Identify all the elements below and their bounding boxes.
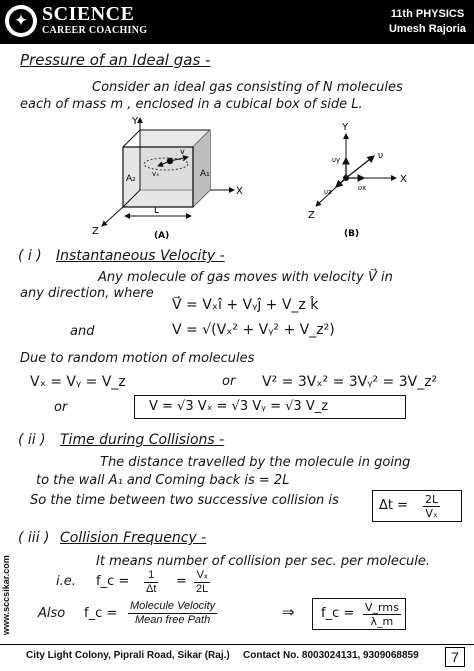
section3-number: ( iii ) <box>18 530 50 546</box>
fig-b-velocity-vector <box>346 156 374 178</box>
boxed-time-fraction <box>423 493 440 520</box>
side-length-label: L <box>154 206 160 216</box>
boxed-time-den: Vₓ <box>425 507 438 520</box>
boxed-frequency <box>312 598 406 630</box>
boxed-rms-relation <box>134 395 406 419</box>
logo-star-icon: ✦ <box>13 11 29 31</box>
brand-tagline: CAREER COACHING <box>42 25 148 36</box>
fc-frac2-den: 2L <box>196 583 209 595</box>
fc-fraction-3 <box>128 600 217 627</box>
fig-b-vy-label: υy <box>332 156 341 164</box>
footer-address: City Light Colony, Piprali Road, Sikar (Raj.) <box>26 650 230 661</box>
header-info <box>389 7 466 37</box>
section1-line-1: Any molecule of gas moves with velocity V⃗ in <box>98 270 393 285</box>
section1-number: ( i ) <box>18 248 42 264</box>
brand-name: SCIENCE <box>42 3 135 25</box>
fc-lhs: f_c = <box>96 574 130 589</box>
also-word: Also <box>38 606 66 621</box>
section1-line-3: Due to random motion of molecules <box>20 351 255 366</box>
fig-a-z-axis <box>102 207 123 226</box>
velocity-magnitude-equation: V = √(Vₓ² + Vᵧ² + V_z²) <box>172 322 335 338</box>
fig-b-v-label: υ <box>378 151 384 161</box>
boxed-freq-den: λ_m <box>370 615 394 628</box>
fig-a-z-label: Z <box>92 226 99 237</box>
intro-line-1: Consider an ideal gas consisting of N molecules <box>92 80 403 95</box>
fig-b-y-label: Y <box>342 122 349 133</box>
boxed-time-num: 2L <box>425 493 439 506</box>
fig-b-vz-label: υz <box>324 188 332 196</box>
section3-line-1: It means number of collision per sec. per molecule. <box>96 554 431 569</box>
boxed-freq-fraction <box>363 601 401 628</box>
footer-contact: Contact No. 8003024131, 9309068859 <box>243 650 419 661</box>
logo-emblem <box>5 5 37 37</box>
figure-a-box <box>88 112 248 240</box>
velocity-vx-label: vₓ <box>152 170 160 178</box>
fig-b-x-label: X <box>400 174 407 185</box>
class-subject: 11th PHYSICS <box>390 8 465 20</box>
page-footer <box>0 644 474 671</box>
website-url: www.sccsikar.com <box>1 555 11 635</box>
section3-heading: Collision Frequency - <box>60 530 207 546</box>
or-word-2: or <box>54 400 68 415</box>
intro-line-2: each of mass m , enclosed in a cubical box of side L. <box>20 97 363 112</box>
section2-heading: Time during Collisions - <box>60 432 225 448</box>
boxed-rms-text: V = √3 Vₓ = √3 Vᵧ = √3 V_z <box>149 399 329 414</box>
components-equal-equation: Vₓ = Vᵧ = V_z <box>30 374 126 390</box>
wall-a2-label: A₂ <box>126 174 136 184</box>
figure-b-caption: (B) <box>344 229 360 239</box>
velocity-vector-equation: V⃗ = Vₓî + Vᵧĵ + V_z k̂ <box>172 297 319 313</box>
page-number: 7 <box>445 647 465 667</box>
ie-word: i.e. <box>56 574 76 589</box>
velocity-v-label: v <box>180 147 185 156</box>
figure-a-caption: (A) <box>154 231 170 240</box>
boxed-time-lhs: Δt = <box>379 498 409 513</box>
boxed-freq-num: V_rms <box>365 601 399 614</box>
page-title: Pressure of an Ideal gas - <box>20 51 211 69</box>
fig-a-y-label: Y <box>132 116 139 127</box>
figure-b-axes <box>300 118 412 240</box>
fc-fraction-2 <box>194 569 210 596</box>
page-header <box>0 0 474 44</box>
fc-fraction-1 <box>144 569 158 596</box>
section1-line-2: any direction, where <box>20 286 154 301</box>
author-name: Umesh Rajoria <box>388 23 466 35</box>
boxed-freq-lhs: f_c = <box>321 606 355 621</box>
and-word: and <box>70 324 95 339</box>
squared-equation: V² = 3Vₓ² = 3Vᵧ² = 3V_z² <box>262 374 438 390</box>
website-sidebar <box>1 515 15 635</box>
wall-a1-label: A₁ <box>200 169 210 179</box>
fc-equals: = <box>176 574 187 589</box>
section2-number: ( ii ) <box>18 432 46 448</box>
fc-frac1-num: 1 <box>144 569 158 583</box>
fc-frac3-den: Mean free Path <box>134 614 211 626</box>
section2-line-1: The distance travelled by the molecule in going <box>100 455 411 470</box>
or-word: or <box>222 374 236 389</box>
fig-b-vx-label: υx <box>358 184 367 192</box>
fc-frac1-den: Δt <box>146 583 157 595</box>
boxed-time-interval <box>372 490 462 522</box>
section2-line-3: So the time between two successive collision is <box>30 493 339 508</box>
fig-a-x-label: X <box>236 186 243 197</box>
fc-frac2-num: Vₓ <box>194 569 210 583</box>
implies-arrow: ⇒ <box>282 603 295 621</box>
fig-b-z-label: Z <box>308 210 315 221</box>
section2-line-2: to the wall A₁ and Coming back is = 2L <box>36 473 290 488</box>
section1-heading: Instantaneous Velocity - <box>56 248 225 264</box>
fc-lhs-2: f_c = <box>84 606 118 621</box>
fc-frac3-num: Molecule Velocity <box>130 600 216 612</box>
